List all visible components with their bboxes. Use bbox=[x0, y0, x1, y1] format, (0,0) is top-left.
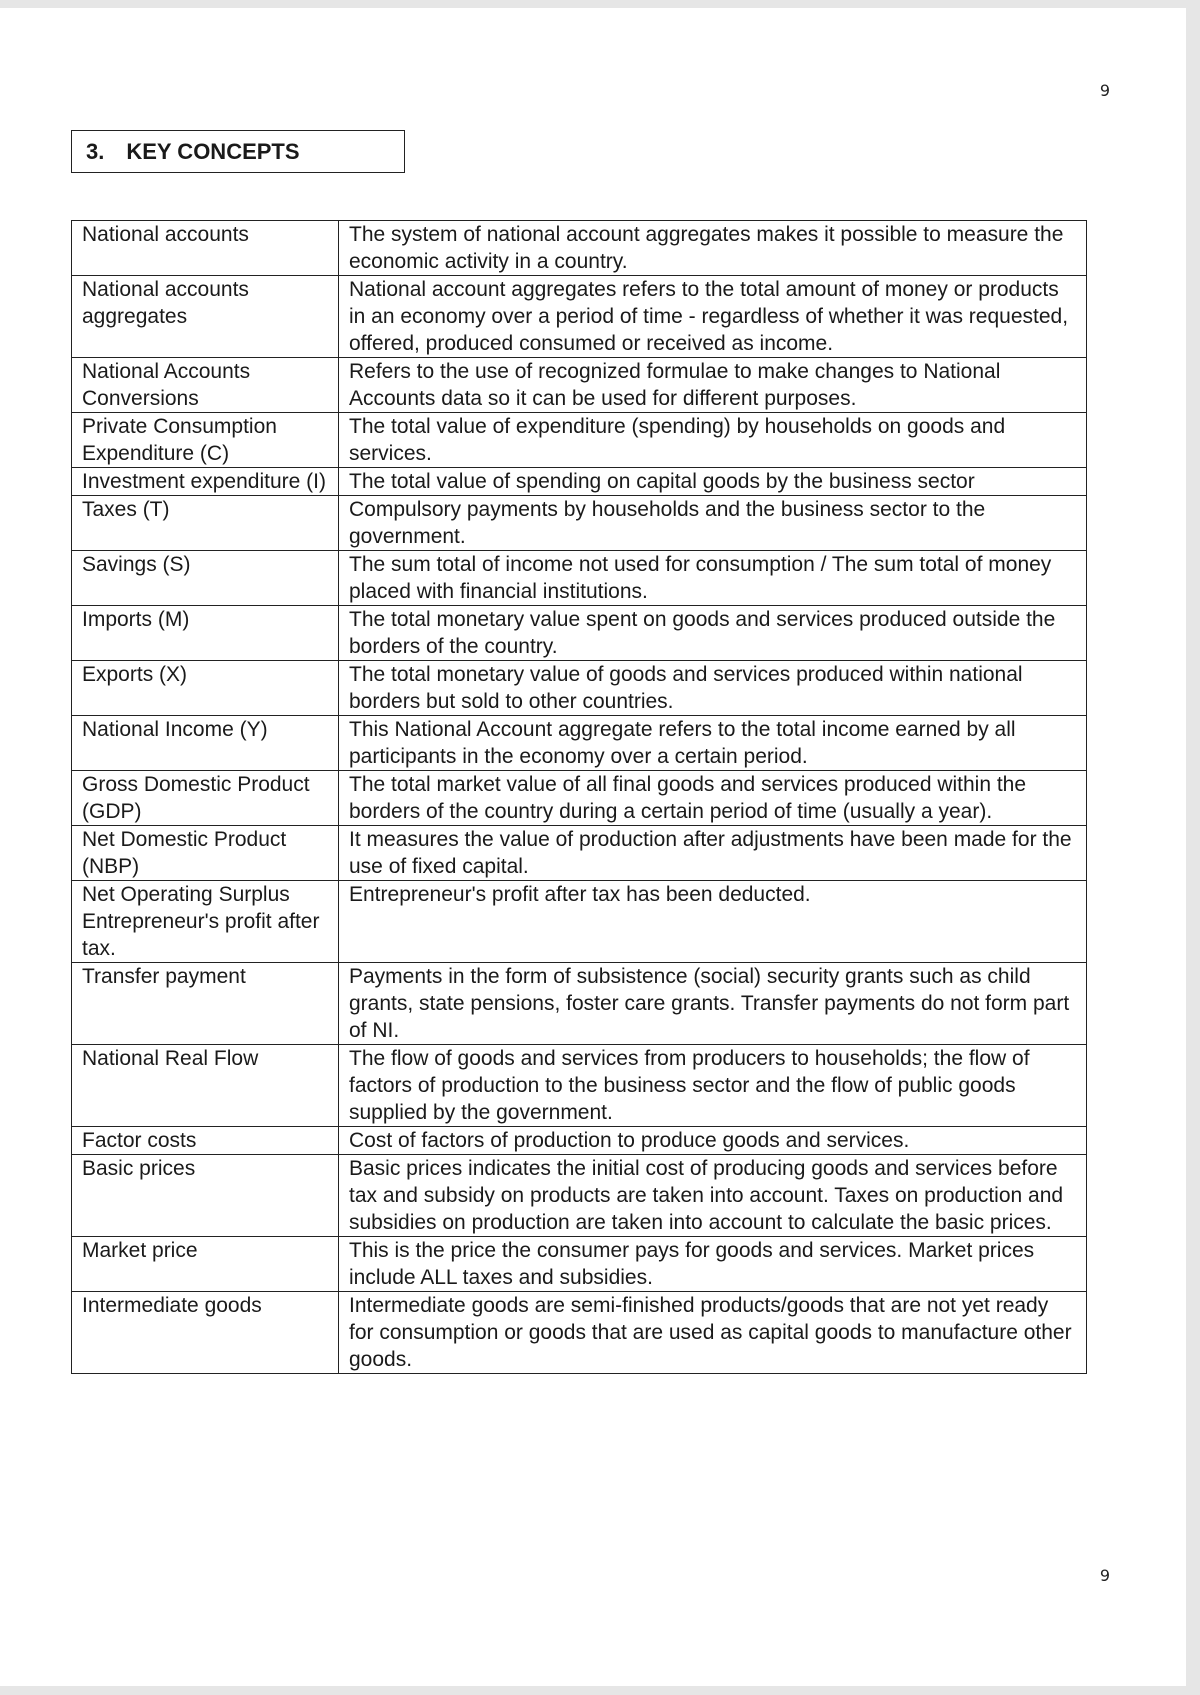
table-row bbox=[72, 771, 1087, 826]
concept-term: Net Operating Surplus Entrepreneur's profit after tax. bbox=[72, 881, 339, 963]
concept-term: Basic prices bbox=[72, 1155, 339, 1237]
table-row bbox=[72, 358, 1087, 413]
concept-definition: Payments in the form of subsistence (social) security grants such as child grants, state pensions, foster care grants. Transfer payments do not form part of NI. bbox=[339, 963, 1087, 1045]
concept-definition: The system of national account aggregates makes it possible to measure the economic activity in a country. bbox=[339, 221, 1087, 276]
table-row bbox=[72, 221, 1087, 276]
concept-definition: The total value of spending on capital goods by the business sector bbox=[339, 468, 1087, 496]
key-concepts-table-body bbox=[72, 221, 1087, 1374]
table-row bbox=[72, 963, 1087, 1045]
table-row bbox=[72, 606, 1087, 661]
concept-definition: Compulsory payments by households and the business sector to the government. bbox=[339, 496, 1087, 551]
key-concepts-table bbox=[71, 220, 1087, 1374]
concept-definition: The total monetary value of goods and services produced within national borders but sold to other countries. bbox=[339, 661, 1087, 716]
concept-definition: Intermediate goods are semi-finished products/goods that are not yet ready for consumption or goods that are used as capital goods to manufacture other goods. bbox=[339, 1292, 1087, 1374]
concept-definition: Refers to the use of recognized formulae to make changes to National Accounts data so it can be used for different purposes. bbox=[339, 358, 1087, 413]
page-number-top: 9 bbox=[1099, 81, 1110, 100]
concept-term: Exports (X) bbox=[72, 661, 339, 716]
table-row bbox=[72, 276, 1087, 358]
concept-definition: It measures the value of production after adjustments have been made for the use of fixed capital. bbox=[339, 826, 1087, 881]
section-number: 3. bbox=[86, 138, 105, 164]
concept-term: National Income (Y) bbox=[72, 716, 339, 771]
table-row bbox=[72, 468, 1087, 496]
table-row bbox=[72, 716, 1087, 771]
concept-definition: The flow of goods and services from producers to households; the flow of factors of production to the business sector and the flow of public goods supplied by the government. bbox=[339, 1045, 1087, 1127]
concept-definition: The total monetary value spent on goods and services produced outside the borders of the country. bbox=[339, 606, 1087, 661]
table-row bbox=[72, 413, 1087, 468]
table-row bbox=[72, 661, 1087, 716]
table-row bbox=[72, 551, 1087, 606]
concept-definition: Basic prices indicates the initial cost of producing goods and services before tax and subsidy on products are taken into account. Taxes on production and subsidies on production are taken into account to calculate the basic prices. bbox=[339, 1155, 1087, 1237]
concept-definition: The total value of expenditure (spending) by households on goods and services. bbox=[339, 413, 1087, 468]
section-heading bbox=[71, 130, 405, 173]
concept-term: Intermediate goods bbox=[72, 1292, 339, 1374]
table-row bbox=[72, 881, 1087, 963]
section-title: KEY CONCEPTS bbox=[126, 138, 300, 164]
table-row bbox=[72, 1292, 1087, 1374]
concept-term: Gross Domestic Product (GDP) bbox=[72, 771, 339, 826]
concept-term: Transfer payment bbox=[72, 963, 339, 1045]
concept-definition: The sum total of income not used for consumption / The sum total of money placed with financial institutions. bbox=[339, 551, 1087, 606]
concept-term: Private Consumption Expenditure (C) bbox=[72, 413, 339, 468]
concept-definition: This is the price the consumer pays for goods and services. Market prices include ALL taxes and subsidies. bbox=[339, 1237, 1087, 1292]
concept-term: National accounts bbox=[72, 221, 339, 276]
table-row bbox=[72, 496, 1087, 551]
table-row bbox=[72, 1045, 1087, 1127]
concept-definition: National account aggregates refers to the total amount of money or products in an economy over a period of time - regardless of whether it was requested, offered, produced consumed or received as income. bbox=[339, 276, 1087, 358]
document-page bbox=[0, 8, 1186, 1686]
table-row bbox=[72, 1237, 1087, 1292]
concept-term: Savings (S) bbox=[72, 551, 339, 606]
concept-term: Factor costs bbox=[72, 1127, 339, 1155]
concept-term: National Real Flow bbox=[72, 1045, 339, 1127]
table-row bbox=[72, 826, 1087, 881]
concept-term: Net Domestic Product (NBP) bbox=[72, 826, 339, 881]
concept-definition: This National Account aggregate refers to the total income earned by all participants in the economy over a certain period. bbox=[339, 716, 1087, 771]
concept-term: National accounts aggregates bbox=[72, 276, 339, 358]
table-row bbox=[72, 1155, 1087, 1237]
page-number-bottom: 9 bbox=[1099, 1566, 1110, 1585]
concept-definition: Entrepreneur's profit after tax has been deducted. bbox=[339, 881, 1087, 963]
concept-term: Market price bbox=[72, 1237, 339, 1292]
concept-term: Investment expenditure (I) bbox=[72, 468, 339, 496]
concept-definition: Cost of factors of production to produce goods and services. bbox=[339, 1127, 1087, 1155]
concept-term: Taxes (T) bbox=[72, 496, 339, 551]
table-row bbox=[72, 1127, 1087, 1155]
concept-term: Imports (M) bbox=[72, 606, 339, 661]
concept-definition: The total market value of all final goods and services produced within the borders of the country during a certain period of time (usually a year). bbox=[339, 771, 1087, 826]
concept-term: National Accounts Conversions bbox=[72, 358, 339, 413]
